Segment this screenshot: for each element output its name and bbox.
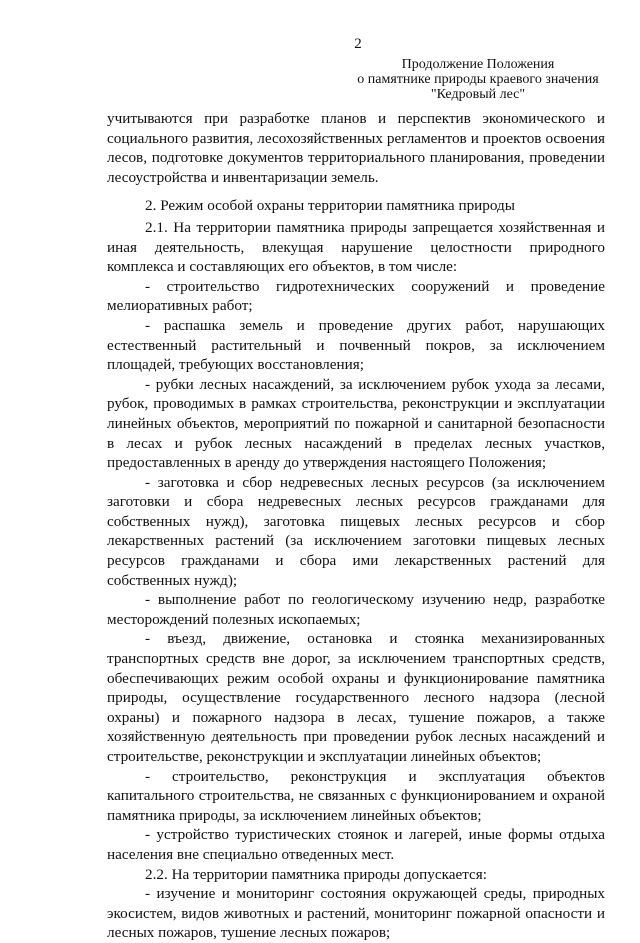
list-item-land-ploughing: - распашка земель и проведение других работ, нарушающих естественный растительный и почвенный покров, за исключением площадей, требующих восстановления; <box>107 316 605 374</box>
list-item-tourist-camps: - устройство туристических стоянок и лагерей, иные формы отдыха населения вне специально отведенных мест. <box>107 826 605 863</box>
clause-2-2: 2.2. На территории памятника природы допускается: <box>145 865 488 883</box>
section-heading-2: 2. Режим особой охраны территории памятника природы <box>145 197 515 215</box>
list-item-non-timber-resources: - заготовка и сбор недревесных лесных ресурсов (за исключением заготовки и сбора недревесных лесных ресурсов гражданами для собственных нужд), заготовка пищевых лесных ресурсов и сбор лекарственных растений (за исключением заготовки пищевых лесных ресурсов гражданами и сбора ими лекарственных растений для собственных нужд); <box>107 473 605 589</box>
clause-2-1: 2.1. На территории памятника природы запрещается хозяйственная и иная деятельность, влекущая нарушение целостности природного комплекса и составляющих его объектов, в том числе: <box>107 218 605 276</box>
header-line-3: "Кедровый лес" <box>430 87 526 102</box>
list-item-vehicle-traffic: - въезд, движение, остановка и стоянка механизированных транспортных средств вне дорог, за исключением транспортных средств, обеспечивающих режим особой охраны и функционирование памятника природы, осуществление государственного лесного надзора (лесной охраны) и пожарного надзора в лесах, тушение пожаров, а также хозяйственную деятельность при проведении рубок лесных насаждений и строительстве, реконструкции и эксплуатации линейных объектов; <box>107 630 605 765</box>
list-item-capital-construction: - строительство, реконструкция и эксплуатация объектов капитального строительства, не связанных с функционированием и охраной памятника природы, за исключением линейных объектов; <box>107 767 605 824</box>
header-line-2: о памятнике природы краевого значения <box>357 72 599 87</box>
paragraph-intro-continuation: учитываются при разработке планов и перспектив экономического и социального развития, лесохозяйственных регламентов и проектов освоения лесов, подготовке документов территориального планирования, проведении лесоустройства и инвентаризации земель. <box>107 110 605 186</box>
list-item-monitoring: - изучение и мониторинг состояния окружающей среды, природных экосистем, видов животных и растений, мониторинг пожарной опасности и лесных пожаров, тушение лесных пожаров; <box>107 885 605 942</box>
document-body <box>107 109 605 943</box>
continuation-header <box>348 57 608 102</box>
header-line-1: Продолжение Положения <box>401 57 555 72</box>
page-number: 2 <box>354 36 362 52</box>
list-item-forest-felling: - рубки лесных насаждений, за исключением рубок ухода за лесами, рубок, проводимых в рамках строительства, реконструкции и эксплуатации линейных объектов, мероприятий по пожарной и санитарной безопасности в лесах и рубок лесных насаждений в пределах лесных участков, предоставленных в аренду до утверждения настоящего Положения; <box>107 375 605 472</box>
list-item-geological-works: - выполнение работ по геологическому изучению недр, разработке месторождений полезных ископаемых; <box>107 591 605 628</box>
list-item-hydro-construction: - строительство гидротехнических сооружений и проведение мелиоративных работ; <box>107 277 605 315</box>
